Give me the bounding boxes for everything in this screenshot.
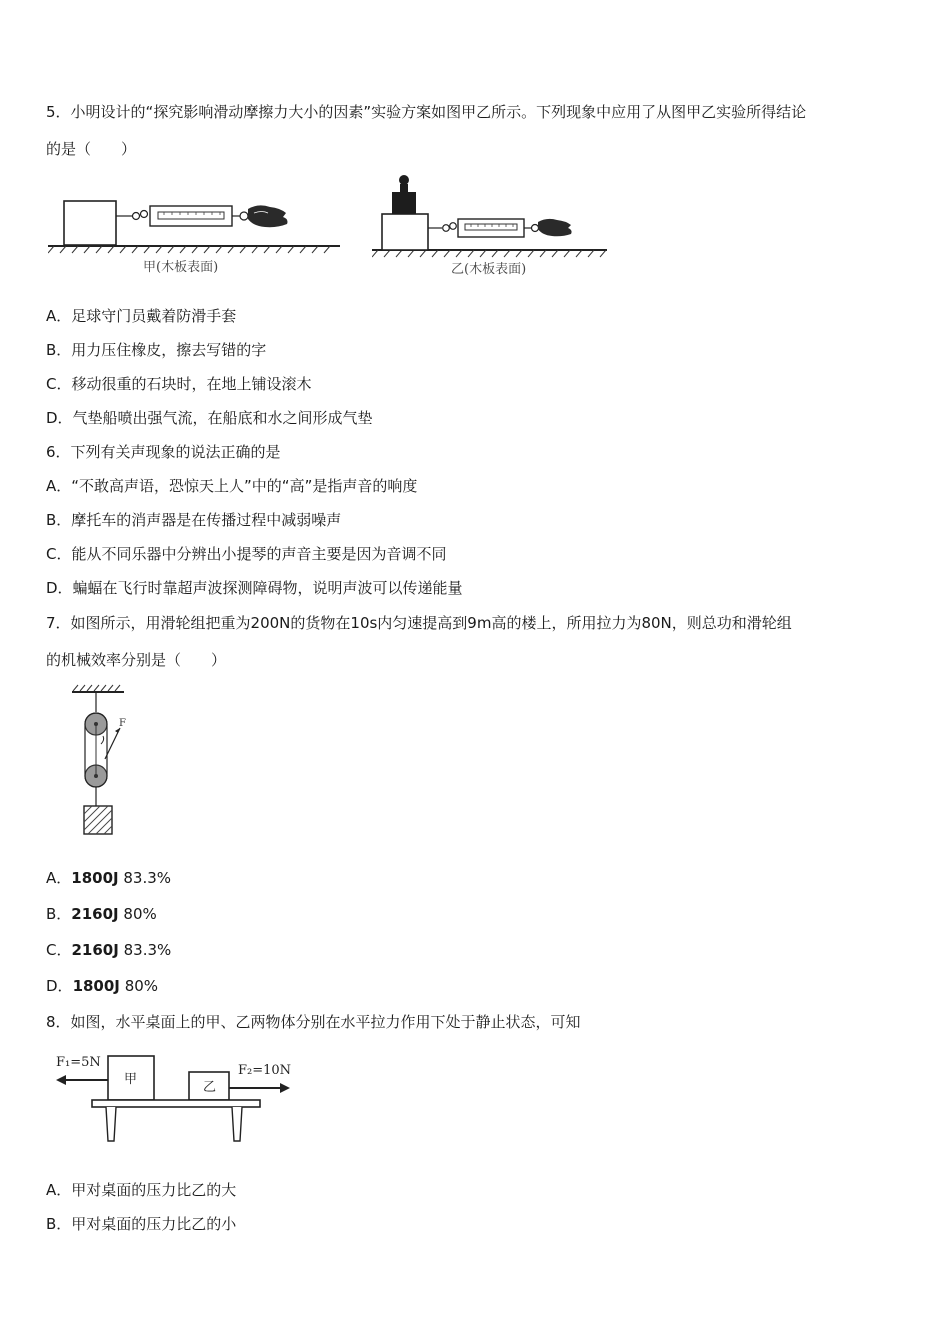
q7-option-c-efficiency: 83.3%: [123, 941, 172, 959]
q7-stem-line2: 的机械效率分别是（ ）: [46, 651, 227, 669]
q8-fig-f1-label: F₁=5N: [56, 1055, 101, 1070]
q7-option-a-efficiency: 83.3%: [123, 869, 172, 887]
q7-option-d-work: 1800J: [72, 977, 120, 995]
q7-pulley-figure: [68, 684, 138, 839]
q7-option-c-letter: C．: [46, 941, 72, 959]
q8-stem: 8．如图，水平桌面上的甲、乙两物体分别在水平拉力作用下处于静止状态，可知: [46, 1013, 581, 1031]
q7-option-d: [46, 976, 910, 996]
q7-stem-line1: 7．如图所示，用滑轮组把重为200N的货物在10s内匀速提高到9m高的楼上，所用拉力为80N，则总功和滑轮组: [46, 614, 792, 632]
q5-stem-line1: 5．小明设计的“探究影响滑动摩擦力大小的因素”实验方案如图甲乙所示。下列现象中应用了从图甲乙实验所得结论: [46, 103, 807, 121]
q5-fig-yi-caption: 乙(木板表面): [451, 262, 527, 277]
q6-option-c: C．能从不同乐器中分辨出小提琴的声音主要是因为音调不同: [46, 545, 447, 563]
q8-fig-yi: 乙: [203, 1080, 217, 1095]
q8-fig-f2-label: F₂=10N: [238, 1063, 292, 1078]
q5-option-a: A．足球守门员戴着防滑手套: [46, 307, 237, 325]
q5-option-c: C．移动很重的石块时，在地上铺设滚木: [46, 375, 312, 393]
q7-option-a-work: 1800J: [71, 869, 119, 887]
q5-option-b: B．用力压住橡皮，擦去写错的字: [46, 341, 267, 359]
q5-option-d: D．气垫船喷出强气流，在船底和水之间形成气垫: [46, 409, 373, 427]
q7-option-b-efficiency: 80%: [123, 905, 157, 923]
q8-option-b: B．甲对桌面的压力比乙的小: [46, 1215, 237, 1233]
q7-option-d-letter: D．: [46, 977, 73, 995]
q7-option-d-efficiency: 80%: [124, 977, 159, 995]
q7-option-b: [46, 904, 910, 924]
q8-table-figure: [52, 1048, 302, 1148]
q8-option-a: A．甲对桌面的压力比乙的大: [46, 1181, 237, 1199]
q7-option-c-work: 2160J: [71, 941, 119, 959]
q5-fig-jia-caption: 甲(木板表面): [143, 260, 219, 275]
q8-fig-jia: 甲: [124, 1072, 138, 1087]
q6-stem: 6．下列有关声现象的说法正确的是: [46, 443, 281, 461]
q7-option-b-work: 2160J: [71, 905, 119, 923]
q5-stem-line2: 的是（ ）: [46, 140, 137, 158]
q7-fig-label-f: F: [119, 718, 126, 729]
q7-option-c: [46, 940, 910, 960]
q6-option-b: B．摩托车的消声器是在传播过程中减弱噪声: [46, 511, 342, 529]
q6-option-d: D．蝙蝠在飞行时靠超声波探测障碍物，说明声波可以传递能量: [46, 579, 463, 597]
q6-option-a: A．“不敢高声语，恐惊天上人”中的“高”是指声音的响度: [46, 477, 418, 495]
q7-option-b-letter: B．: [46, 905, 72, 923]
q7-option-a-letter: A．: [46, 869, 72, 887]
q7-option-a: [46, 868, 910, 888]
